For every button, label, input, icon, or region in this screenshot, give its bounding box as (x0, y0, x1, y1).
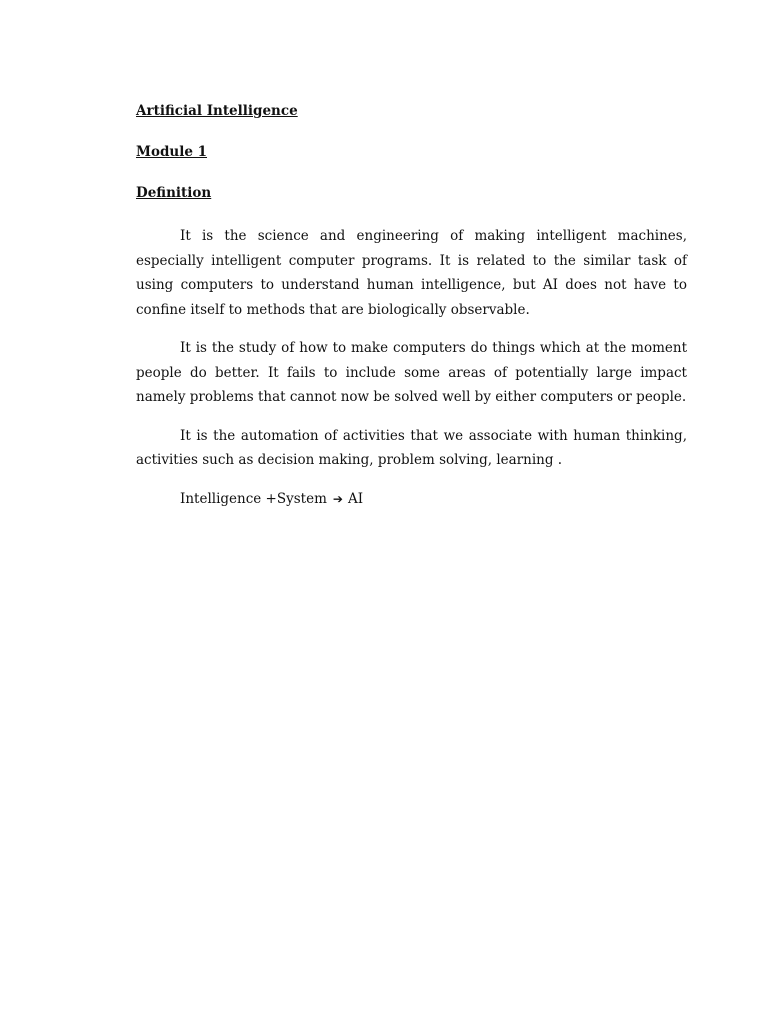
section-heading: Definition (136, 185, 212, 201)
arrow-icon: ➔ (332, 491, 343, 506)
module-heading: Module 1 (136, 144, 208, 160)
formula-line (136, 487, 687, 511)
document-body (136, 102, 687, 511)
formula-left: Intelligence +System (180, 490, 327, 507)
paragraph: It is the automation of activities that we associate with human thinking, activities such as decision making, problem solving, learning . (136, 427, 687, 468)
paragraph: It is the science and engineering of making intelligent machines, especially intelligent computer programs. It is related to the similar task of using computers to understand human intelligence, but AI does not have to confine itself to methods that are biologically observable. (136, 228, 687, 318)
document-title: Artificial Intelligence (136, 103, 298, 119)
formula-right: AI (347, 490, 364, 507)
paragraph: It is the study of how to make computers do things which at the moment people do better. It fails to include some areas of potentially large impact namely problems that cannot now be solved well by either computers or people. (136, 340, 687, 405)
